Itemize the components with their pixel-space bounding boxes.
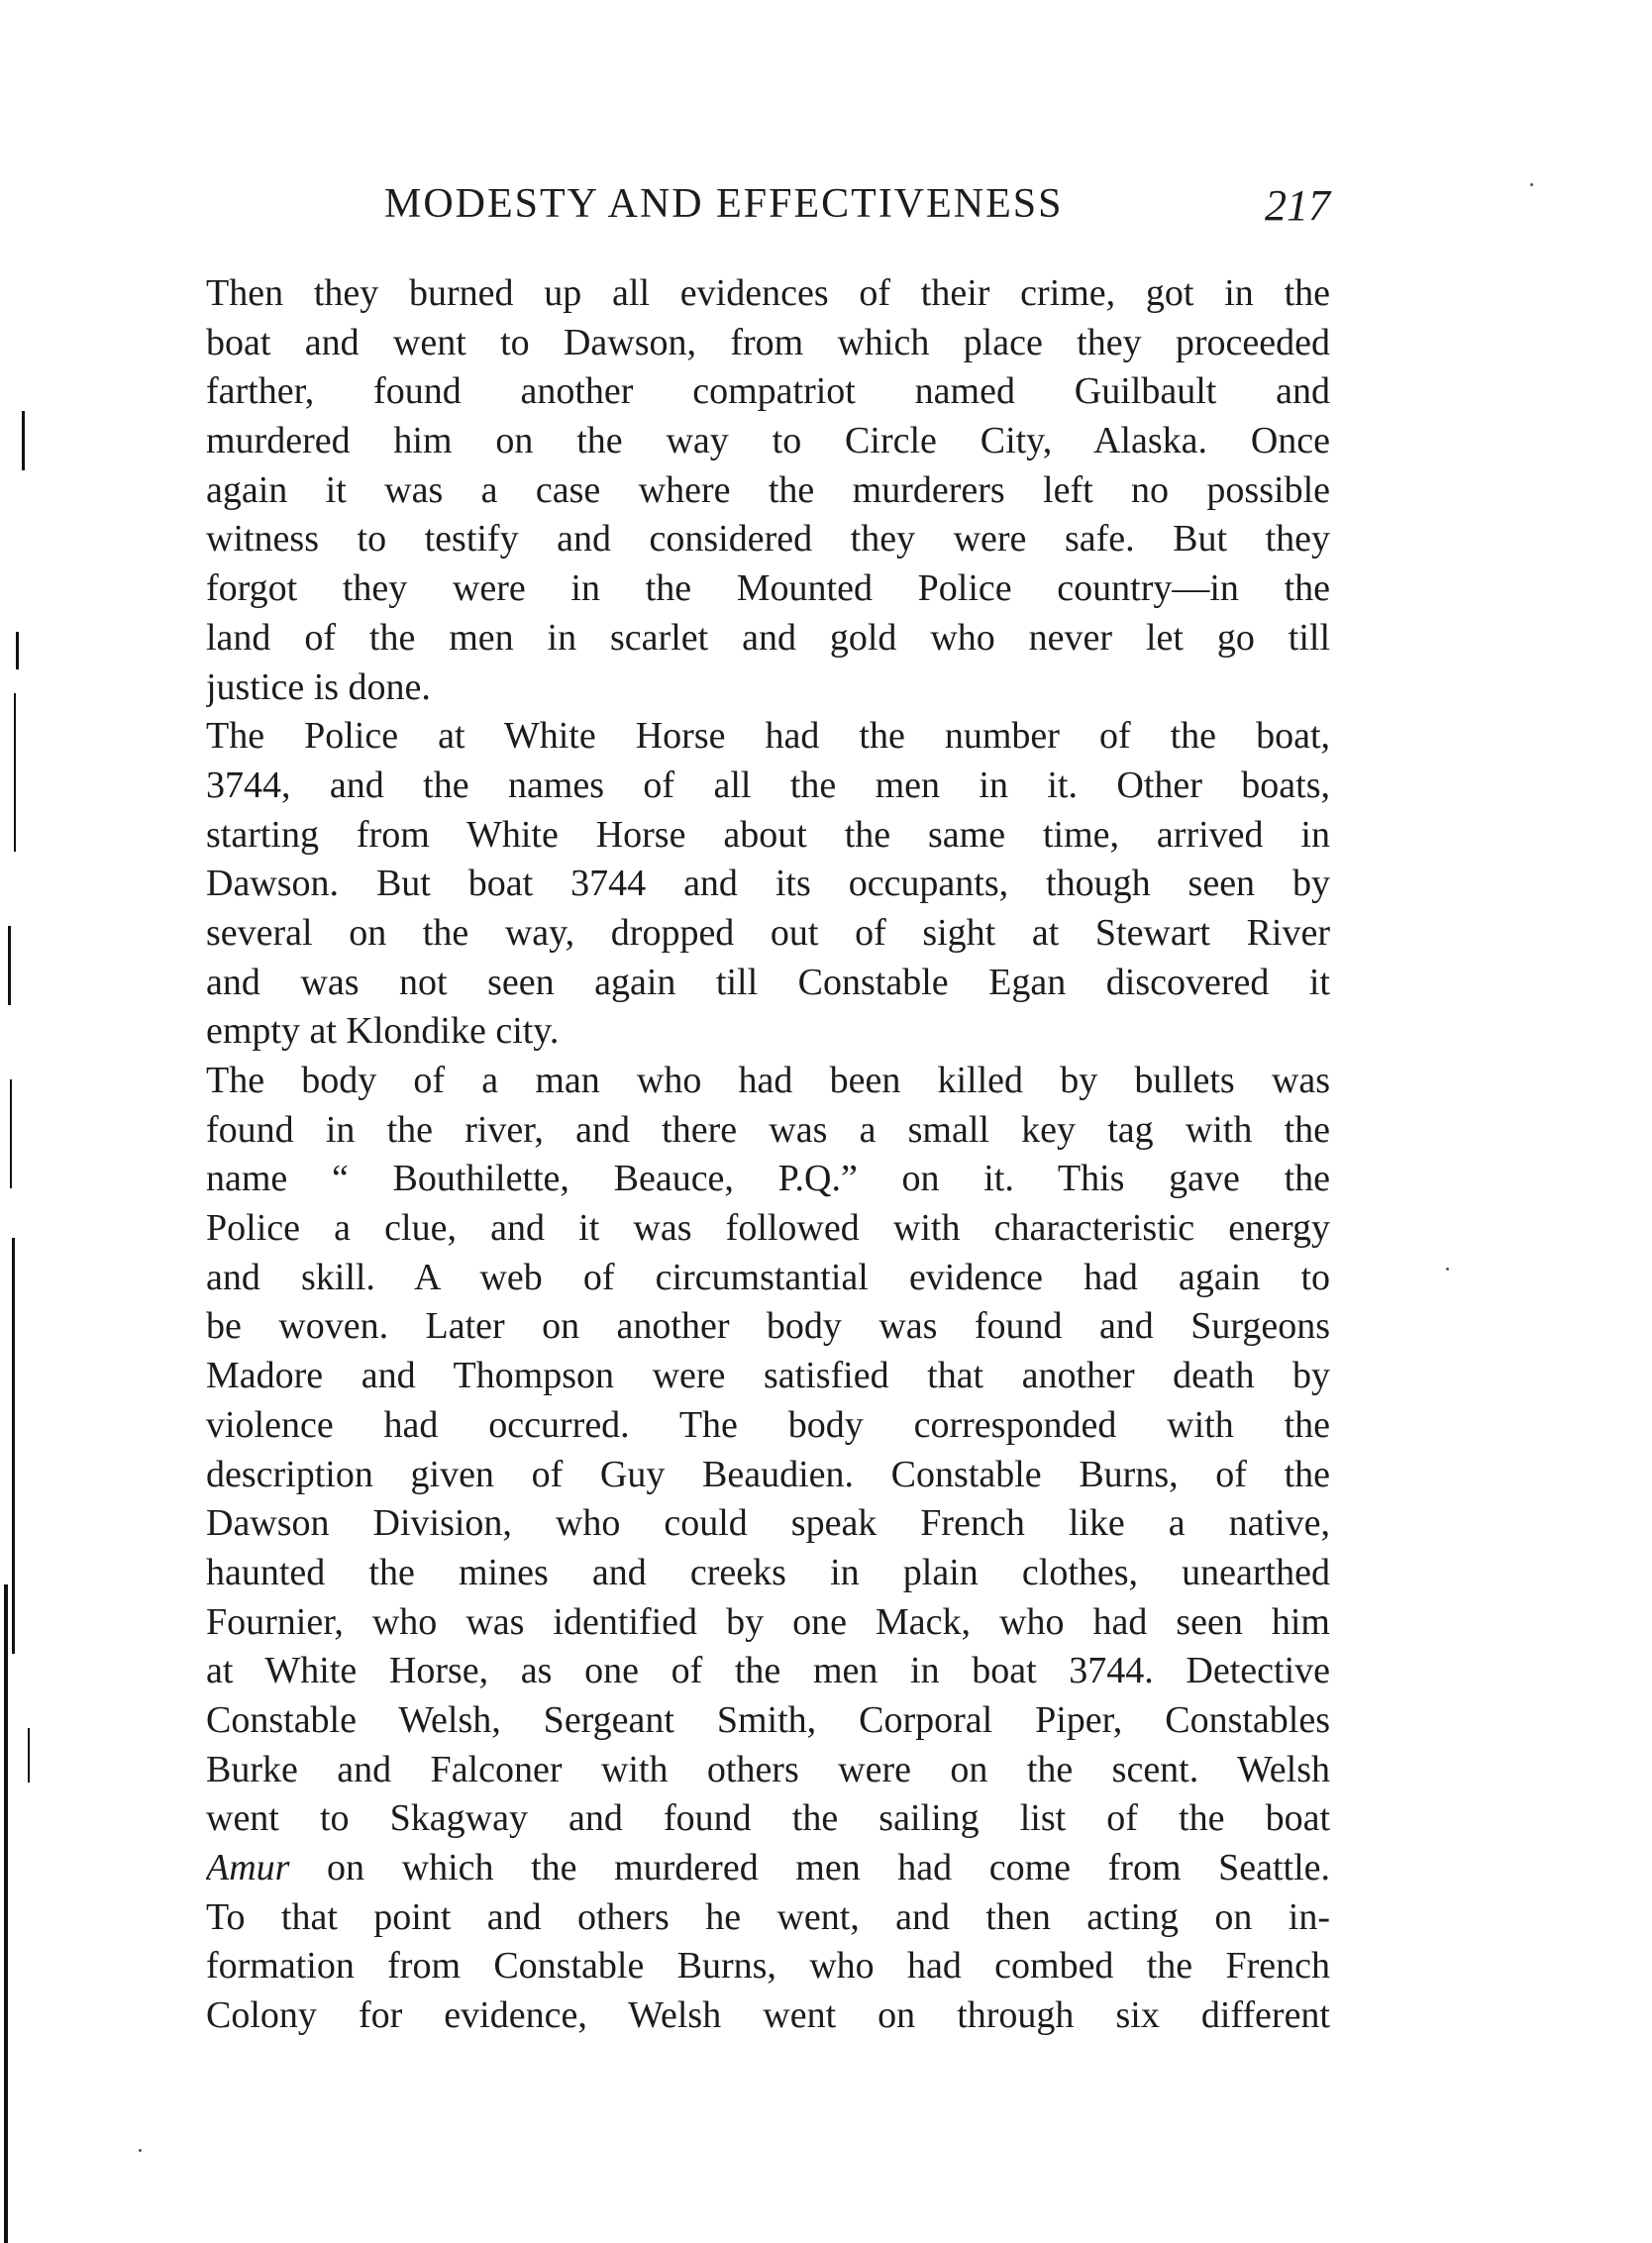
- text-line: several on the way, dropped out of sight at Stewart River: [206, 911, 1330, 954]
- text-line: Burke and Falconer with others were on the scent. Welsh: [206, 1748, 1330, 1790]
- ship-name: Amur: [206, 1847, 290, 1888]
- paragraph: [206, 269, 1330, 712]
- text-line: haunted the mines and creeks in plain clothes, unearthed: [206, 1551, 1330, 1593]
- text-line: 3744, and the names of all the men in it. Other boats,: [206, 764, 1330, 806]
- text-line: Colony for evidence, Welsh went on through six different: [206, 1994, 1330, 2037]
- scan-edge-mark: [22, 411, 25, 470]
- scan-edge-mark: [12, 1238, 15, 1654]
- text-line: again it was a case where the murderers left no possible: [206, 468, 1330, 511]
- running-head: [206, 180, 1330, 240]
- scan-edge-mark: [8, 926, 11, 1005]
- text-line: Police a clue, and it was followed with characteristic energy: [206, 1207, 1330, 1250]
- text-line: found in the river, and there was a small key tag with the: [206, 1108, 1330, 1151]
- text-line: went to Skagway and found the sailing list of the boat: [206, 1797, 1330, 1840]
- text-line: and was not seen again till Constable Egan discovered it: [206, 961, 1330, 1003]
- scan-edge-mark: [14, 693, 16, 852]
- text-line: Fournier, who was identified by one Mack, who had seen him: [206, 1600, 1330, 1643]
- scan-edge-mark: [4, 1584, 8, 2243]
- scan-edge-mark: [10, 1079, 12, 1188]
- scan-speck: [1446, 1268, 1449, 1271]
- text-line: at White Horse, as one of the men in boat 3744. Detective: [206, 1650, 1330, 1692]
- text-line: justice is done.: [206, 665, 431, 708]
- body-text: [206, 269, 1330, 2041]
- text-line: Dawson. But boat 3744 and its occupants, though seen by: [206, 863, 1330, 905]
- text-line: Constable Welsh, Sergeant Smith, Corporal Piper, Constables: [206, 1698, 1330, 1741]
- text-line: and skill. A web of circumstantial evidence had again to: [206, 1256, 1330, 1298]
- text-line-rest: on which the murdered men had come from Seattle.: [289, 1847, 1330, 1888]
- paragraph: [206, 1057, 1330, 2041]
- running-title: MODESTY AND EFFECTIVENESS: [384, 181, 1064, 227]
- text-line: The body of a man who had been killed by bullets was: [206, 1060, 1330, 1101]
- text-line: Dawson Division, who could speak French like a native,: [206, 1502, 1330, 1545]
- paragraph: [206, 712, 1330, 1057]
- text-line-amur: [206, 1844, 1330, 1893]
- text-line: Madore and Thompson were satisfied that another death by: [206, 1355, 1330, 1397]
- text-line: witness to testify and considered they were safe. But they: [206, 518, 1330, 561]
- text-line: boat and went to Dawson, from which place they proceeded: [206, 321, 1330, 363]
- scan-speck: [1530, 183, 1533, 186]
- text-line: starting from White Horse about the same time, arrived in: [206, 813, 1330, 856]
- text-line: empty at Klondike city.: [206, 1010, 560, 1053]
- text-line: formation from Constable Burns, who had combed the French: [206, 1945, 1330, 1988]
- text-line: The Police at White Horse had the number of the boat,: [206, 715, 1330, 758]
- text-line: forgot they were in the Mounted Police country—in the: [206, 567, 1330, 610]
- text-line: description given of Guy Beaudien. Constable Burns, of the: [206, 1453, 1330, 1495]
- text-line: Then they burned up all evidences of their crime, got in the: [206, 272, 1330, 314]
- text-line: farther, found another compatriot named Guilbault and: [206, 370, 1330, 413]
- text-line: be woven. Later on another body was found and Surgeons: [206, 1305, 1330, 1348]
- text-line: name “ Bouthilette, Beauce, P.Q.” on it. This gave the: [206, 1158, 1330, 1200]
- text-line: violence had occurred. The body corresponded with the: [206, 1403, 1330, 1446]
- text-line: land of the men in scarlet and gold who never let go till: [206, 616, 1330, 659]
- text-line: To that point and others he went, and then acting on in-: [206, 1895, 1330, 1938]
- page-number: 217: [1265, 181, 1330, 230]
- scan-edge-mark: [28, 1728, 30, 1783]
- scan-edge-mark: [16, 632, 19, 669]
- text-line: murdered him on the way to Circle City, Alaska. Once: [206, 420, 1330, 462]
- scan-speck: [139, 2149, 142, 2152]
